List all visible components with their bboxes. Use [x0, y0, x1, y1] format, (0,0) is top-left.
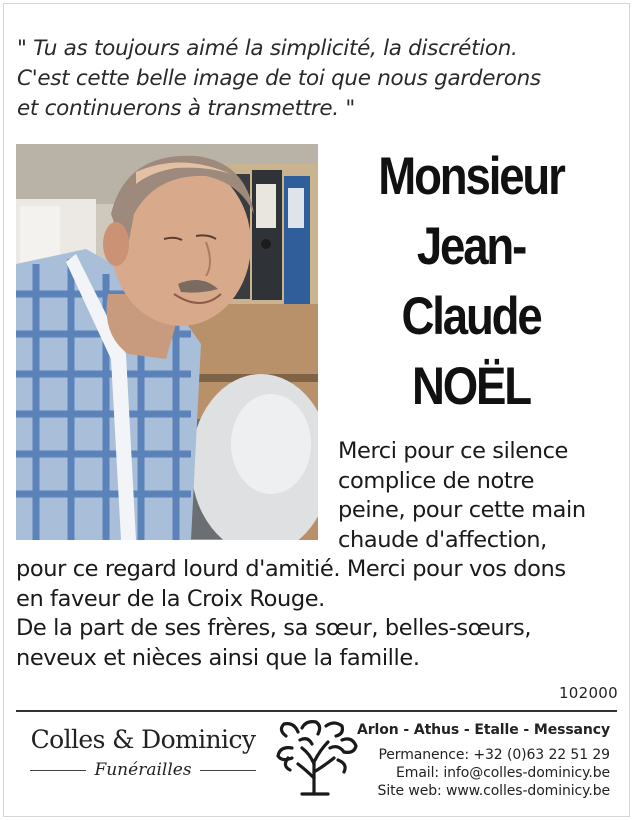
portrait-photo: [16, 144, 318, 540]
subtitle-rule-right: [200, 770, 256, 771]
message-line: Merci pour ce silence: [338, 438, 569, 464]
message-line: peine, pour cette main: [338, 497, 586, 523]
name-surname: NOËL: [411, 357, 531, 416]
locations: Arlon - Athus - Etalle - Messancy: [356, 722, 610, 738]
reference-number: 102000: [558, 684, 618, 702]
epitaph-quote: [17, 34, 617, 124]
funeral-home-logo: [18, 725, 268, 780]
quote-line: " Tu as toujours aimé la simplicité, la discrétion.: [17, 36, 518, 61]
subtitle-rule-left: [30, 770, 86, 771]
message-line: en faveur de la Croix Rouge.: [16, 585, 325, 612]
company-subtitle-row: [18, 760, 268, 780]
message-line: pour ce regard lourd d'amitié. Merci pour vos dons: [16, 556, 566, 582]
name-title: Monsieur: [378, 147, 564, 206]
company-name: Colles & Dominicy: [30, 725, 256, 754]
deceased-name: [350, 142, 593, 422]
quote-line: et continuerons à transmettre. ": [17, 96, 355, 121]
quote-line: C'est cette belle image de toi que nous garderons: [17, 66, 541, 91]
name-second-part: Claude: [401, 287, 541, 346]
email-address: Email: info@colles-dominicy.be: [396, 765, 610, 781]
phone-number: Permanence: +32 (0)63 22 51 29: [378, 747, 610, 763]
funeral-home-contact: [357, 722, 610, 800]
tree-icon: [272, 718, 360, 798]
thanks-message-bottom: [16, 555, 566, 673]
message-line: chaude d'affection,: [338, 526, 547, 553]
message-line: neveux et nièces ainsi que la famille.: [16, 644, 420, 671]
thanks-message-top: [338, 437, 586, 555]
company-subtitle: Funérailles: [94, 760, 192, 780]
message-line: De la part de ses frères, sa sœur, belles-sœurs,: [16, 615, 532, 641]
website-address: Site web: www.colles-dominicy.be: [377, 783, 610, 799]
message-line: complice de notre: [338, 467, 535, 494]
footer-divider: [16, 710, 617, 712]
name-first-part: Jean-: [416, 217, 526, 276]
portrait-illustration: [16, 144, 318, 540]
